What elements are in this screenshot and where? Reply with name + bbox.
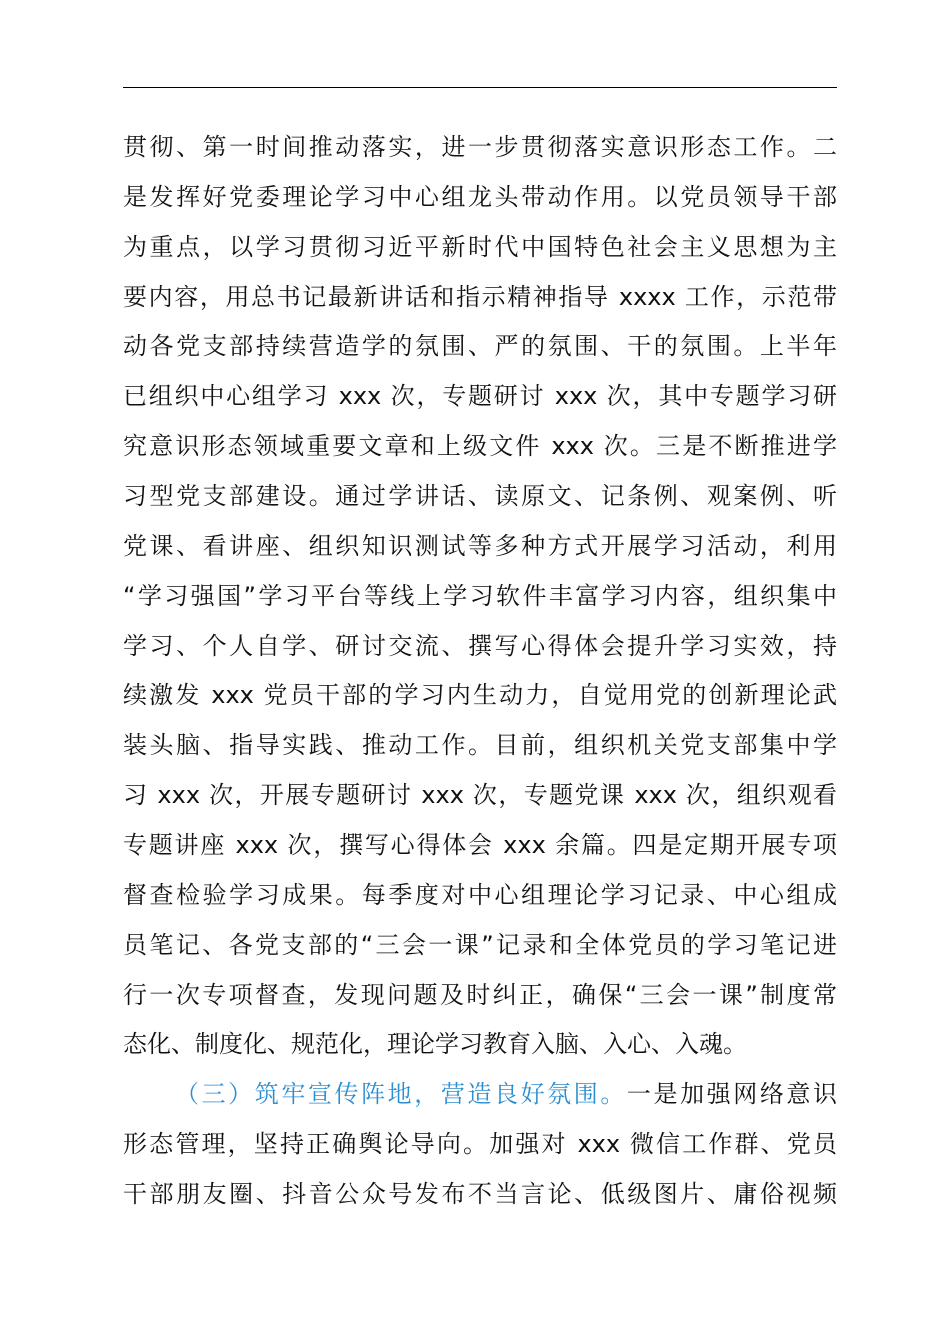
text-line: 干部朋友圈、抖音公众号发布不当言论、低级图片、庸俗视频	[123, 1180, 837, 1209]
text-line: 续激发 xxx 党员干部的学习内生动力，自觉用党的创新理论武	[123, 681, 837, 710]
text-line: 习 xxx 次，开展专题研讨 xxx 次，专题党课 xxx 次，组织观看	[123, 781, 837, 810]
text-line: 动各党支部持续营造学的氛围、严的氛围、干的氛围。上半年	[123, 332, 837, 361]
text-line: 学习、个人自学、研讨交流、撰写心得体会提升学习实效，持	[123, 631, 837, 660]
text-line: 党课、看讲座、组织知识测试等多种方式开展学习活动，利用	[123, 531, 837, 560]
text-line: 一是加强网络意识	[626, 1080, 838, 1109]
text-line: 形态管理，坚持正确舆论导向。加强对 xxx 微信工作群、党员	[123, 1130, 837, 1159]
section-heading-line	[123, 1070, 837, 1120]
text-line: 行一次专项督查，发现问题及时纠正，确保“三会一课”制度常	[123, 980, 837, 1009]
text-line: 是发挥好党委理论学习中心组龙头带动作用。以党员领导干部	[123, 182, 837, 211]
text-line: 究意识形态领域重要文章和上级文件 xxx 次。三是不断推进学	[123, 432, 837, 461]
text-line: 要内容，用总书记最新讲话和指示精神指导 xxxx 工作，示范带	[123, 282, 837, 311]
paragraph-propaganda	[123, 1070, 837, 1220]
paragraph-study	[123, 123, 837, 1070]
text-line: 装头脑、指导实践、推动工作。目前，组织机关党支部集中学	[123, 731, 837, 760]
text-line: 为重点，以学习贯彻习近平新时代中国特色社会主义思想为主	[123, 232, 837, 261]
section-heading: （三）筑牢宣传阵地，营造良好氛围。	[175, 1080, 627, 1109]
text-line: 习型党支部建设。通过学讲话、读原文、记条例、观案例、听	[123, 482, 837, 511]
text-line: 专题讲座 xxx 次，撰写心得体会 xxx 余篇。四是定期开展专项	[123, 831, 837, 860]
header-rule	[123, 87, 837, 88]
document-body	[123, 123, 837, 1220]
text-line: 贯彻、第一时间推动落实，进一步贯彻落实意识形态工作。二	[123, 133, 837, 161]
text-line: 督查检验学习成果。每季度对中心组理论学习记录、中心组成	[123, 880, 837, 909]
text-line: “学习强国”学习平台等线上学习软件丰富学习内容，组织集中	[123, 581, 837, 610]
text-line: 员笔记、各党支部的“三会一课”记录和全体党员的学习笔记进	[123, 930, 837, 959]
text-line: 态化、制度化、规范化，理论学习教育入脑、入心、入魂。	[123, 1030, 747, 1059]
text-line: 已组织中心组学习 xxx 次，专题研讨 xxx 次，其中专题学习研	[123, 382, 837, 411]
